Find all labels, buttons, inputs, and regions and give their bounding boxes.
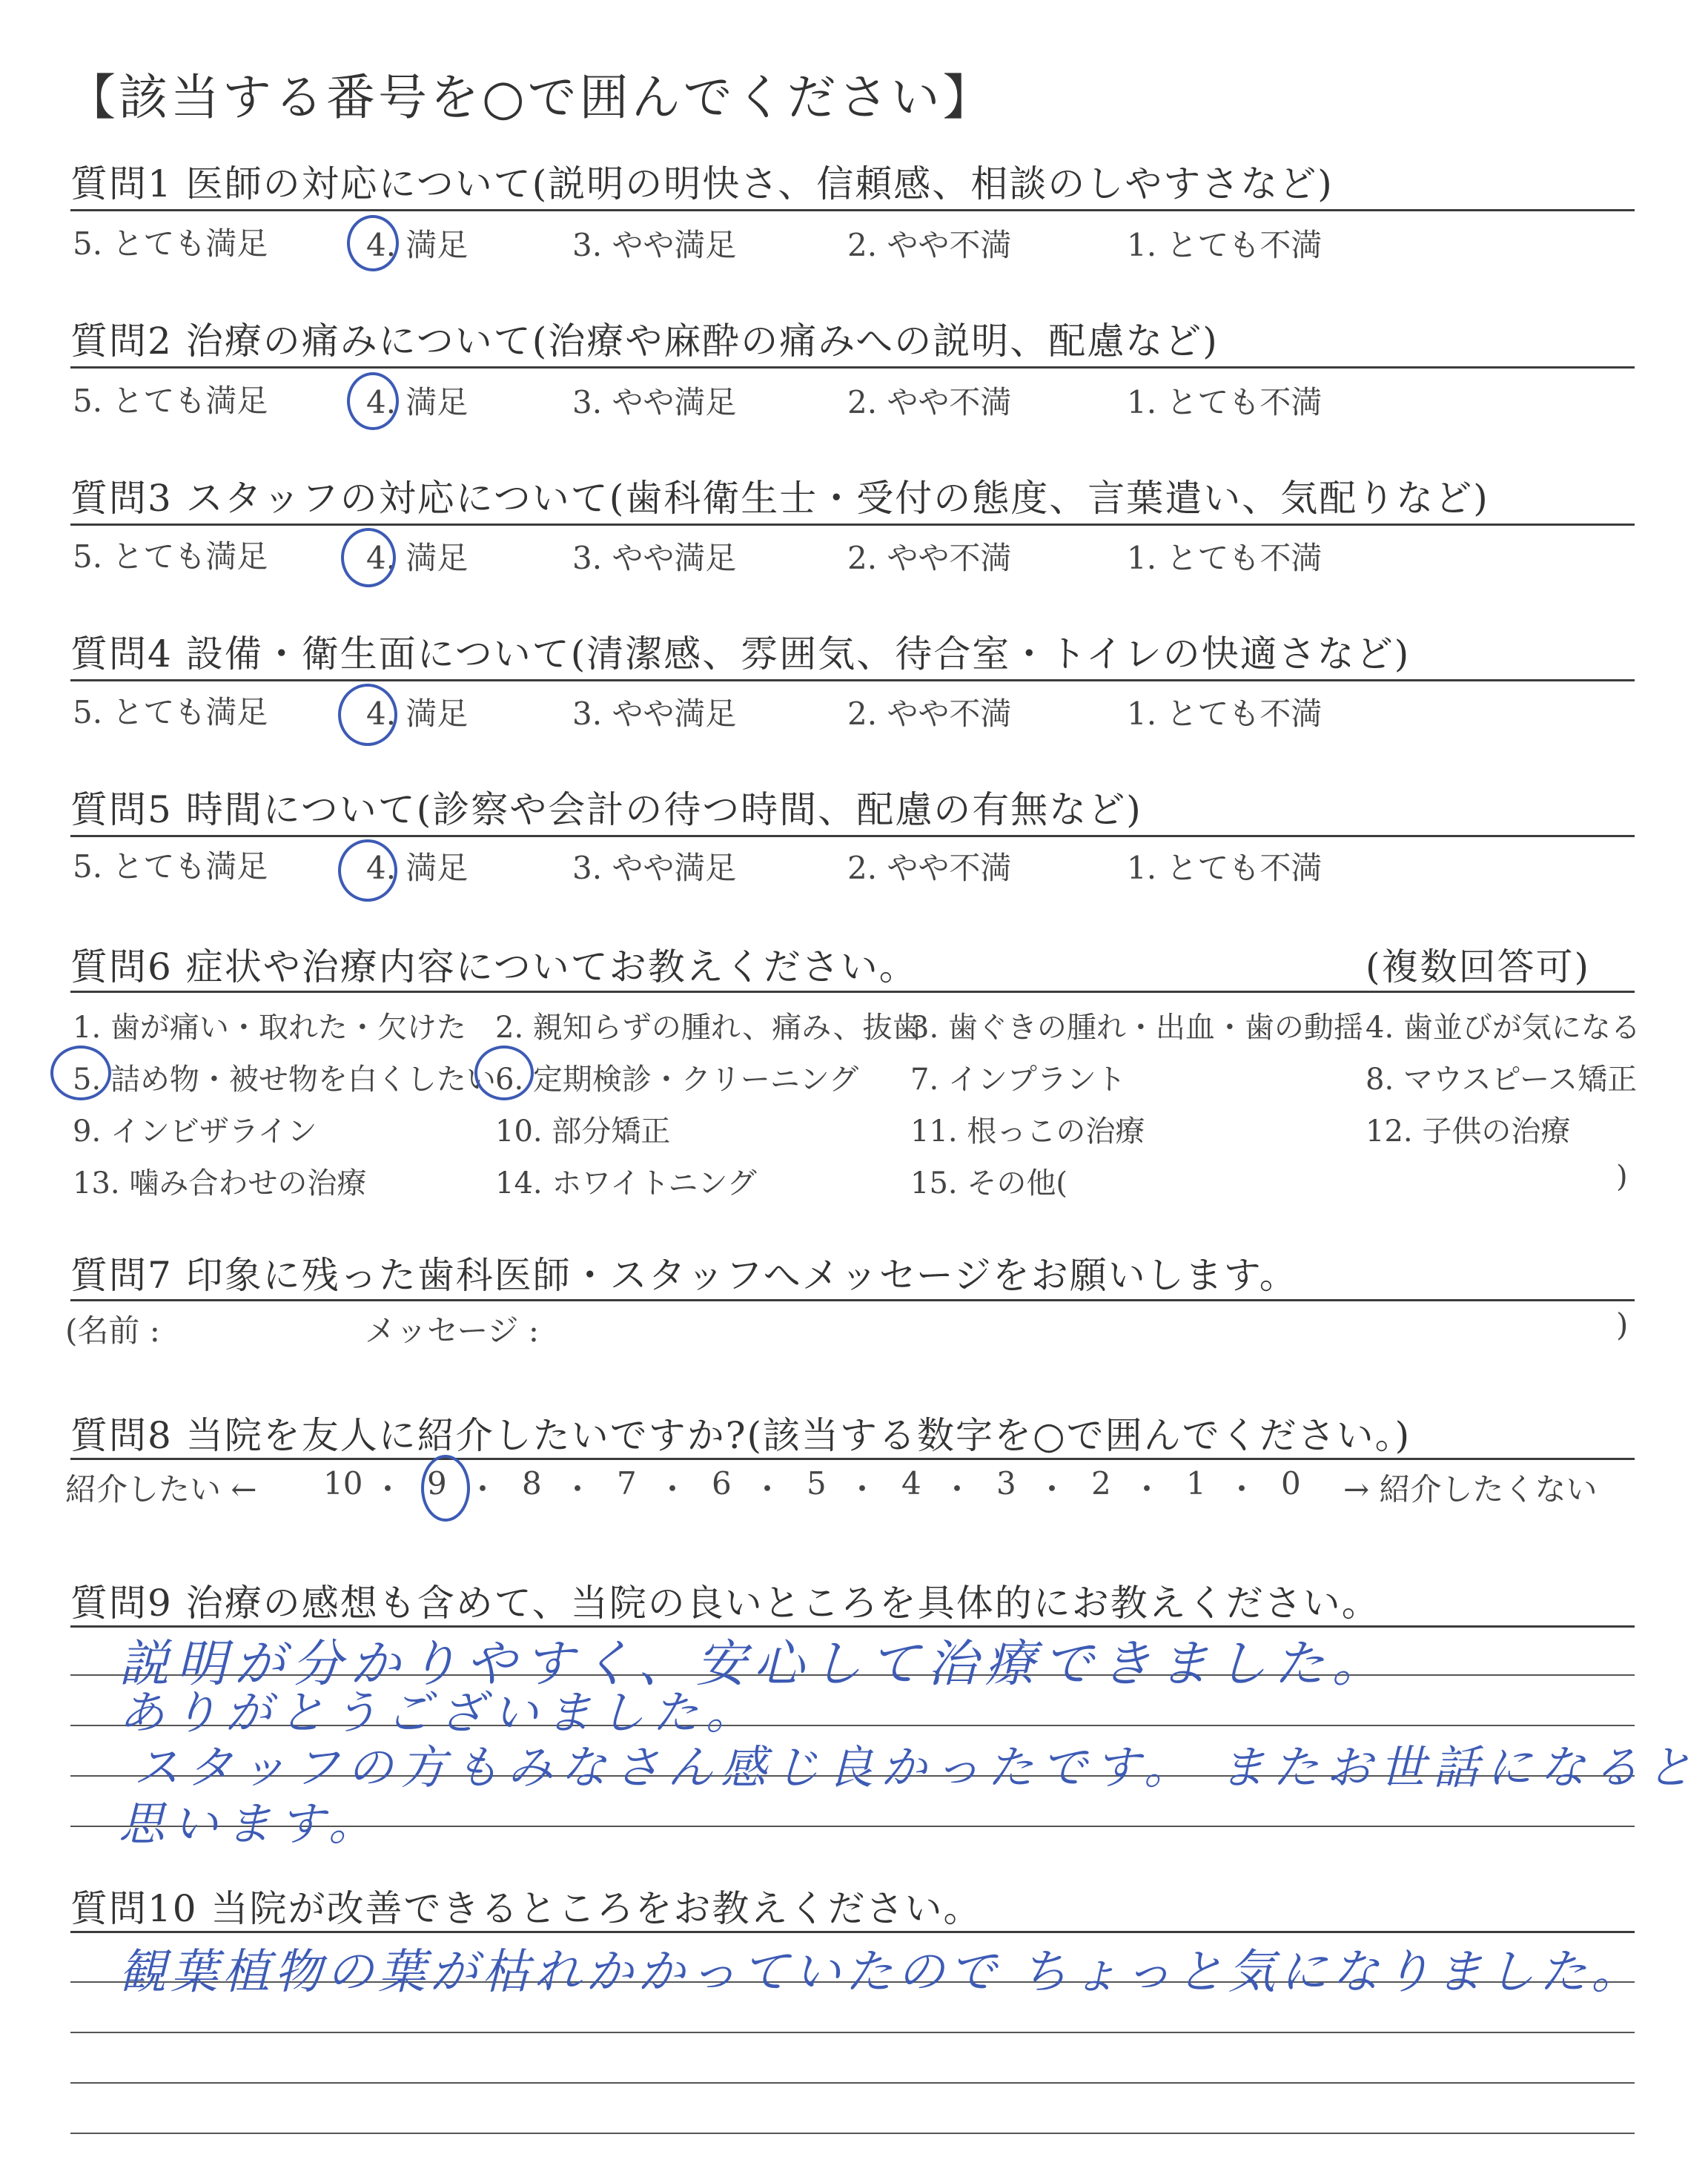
q8-number-3[interactable]: 3: [996, 1465, 1016, 1502]
q2-option-1[interactable]: 1. とても不満: [1127, 384, 1323, 420]
q1-option-4[interactable]: 4. 満足: [366, 227, 469, 263]
form-heading: 【該当する番号を○で囲んでください】: [67, 69, 995, 126]
q8-number-1[interactable]: 1: [1186, 1465, 1206, 1502]
question-5-rule: [70, 835, 1635, 837]
symptom-15[interactable]: 15. その他(: [910, 1166, 1068, 1200]
symptom-12[interactable]: 12. 子供の治療: [1366, 1114, 1571, 1149]
question-10-title: 質問10 当院が改善できるところをお教えください。: [70, 1887, 982, 1930]
symptom-14[interactable]: 14. ホワイトニング: [495, 1166, 757, 1200]
symptom-4[interactable]: 4. 歯並びが気になる: [1366, 1011, 1641, 1045]
q4-option-5[interactable]: 5. とても満足: [73, 694, 268, 730]
q7-name-label[interactable]: (名前 :: [65, 1312, 160, 1349]
q4-selected-circle: [338, 684, 397, 746]
q3-option-2[interactable]: 2. やや不満: [847, 540, 1012, 576]
question-8-rule: [70, 1458, 1635, 1460]
q9-answer-line-3[interactable]: スタッフの方もみなさん感じ良かったです。 またお世話になると: [133, 1740, 1700, 1794]
q1-option-2[interactable]: 2. やや不満: [847, 227, 1012, 263]
q2-selected-circle: [347, 372, 399, 430]
q9-answer-line-1[interactable]: 説明が分かりやすく、安心して治療できました。: [119, 1635, 1390, 1694]
q5-option-4[interactable]: 4. 満足: [366, 850, 469, 886]
q10-writing-line: [70, 2032, 1635, 2033]
q8-separator: ・: [562, 1471, 594, 1507]
q4-option-3[interactable]: 3. やや満足: [572, 696, 737, 732]
q7-message-label[interactable]: メッセージ :: [365, 1312, 539, 1349]
q4-option-2[interactable]: 2. やや不満: [847, 696, 1012, 732]
q2-option-4[interactable]: 4. 満足: [366, 384, 469, 420]
q7-close-paren: ): [1616, 1307, 1629, 1343]
q8-number-6[interactable]: 6: [712, 1465, 732, 1502]
symptom-7[interactable]: 7. インプラント: [910, 1063, 1126, 1097]
q8-number-10[interactable]: 10: [323, 1465, 363, 1502]
q8-left-label: 紹介したい ←: [65, 1471, 257, 1507]
q10-writing-line: [70, 2133, 1635, 2134]
q8-number-4[interactable]: 4: [901, 1465, 921, 1502]
symptom-9[interactable]: 9. インビザライン: [73, 1114, 317, 1149]
q3-option-1[interactable]: 1. とても不満: [1127, 540, 1323, 576]
q3-option-5[interactable]: 5. とても満足: [73, 538, 268, 575]
q8-number-2[interactable]: 2: [1091, 1465, 1111, 1502]
q8-separator: ・: [941, 1471, 973, 1507]
q8-right-label: → 紹介したくない: [1343, 1471, 1598, 1507]
q5-selected-circle: [338, 839, 397, 902]
q8-separator: ・: [1131, 1471, 1163, 1507]
q8-separator: ・: [372, 1471, 404, 1507]
q4-option-4[interactable]: 4. 満足: [366, 696, 469, 732]
q2-option-2[interactable]: 2. やや不満: [847, 384, 1012, 420]
q8-number-9[interactable]: 9: [427, 1465, 447, 1502]
question-4-rule: [70, 679, 1635, 681]
q3-option-3[interactable]: 3. やや満足: [572, 540, 737, 576]
symptom-1[interactable]: 1. 歯が痛い・取れた・欠けた: [73, 1011, 466, 1045]
q10-writing-line: [70, 2082, 1635, 2084]
symptom-6[interactable]: 6. 定期検診・クリーニング: [495, 1063, 859, 1097]
question-6-rule: [70, 991, 1635, 993]
question-2-rule: [70, 366, 1635, 369]
q1-selected-circle: [347, 215, 399, 271]
question-4-title: 質問4 設備・衛生面について(清潔感、雰囲気、待合室・トイレの快適さなど): [70, 633, 1411, 676]
symptom-10[interactable]: 10. 部分矯正: [495, 1114, 671, 1149]
question-1-rule: [70, 209, 1635, 211]
q2-option-3[interactable]: 3. やや満足: [572, 384, 737, 420]
q8-separator: ・: [1226, 1471, 1258, 1507]
question-1-title: 質問1 医師の対応について(説明の明快さ、信頼感、相談のしやすさなど): [70, 162, 1334, 205]
q8-number-5[interactable]: 5: [807, 1465, 827, 1502]
question-7-title: 質問7 印象に残った歯科医師・スタッフへメッセージをお願いします。: [70, 1254, 1298, 1297]
q6-selected-circle-6: [474, 1046, 534, 1100]
q6-selected-circle-5: [50, 1046, 111, 1100]
q8-separator: ・: [752, 1471, 784, 1507]
q8-number-7[interactable]: 7: [617, 1465, 637, 1502]
q9-answer-line-4[interactable]: 思います。: [119, 1797, 383, 1851]
q8-number-0[interactable]: 0: [1281, 1465, 1301, 1502]
question-5-title: 質問5 時間について(診察や会計の待つ時間、配慮の有無など): [70, 788, 1142, 831]
q8-separator: ・: [847, 1471, 878, 1507]
symptom-3[interactable]: 3. 歯ぐきの腫れ・出血・歯の動揺: [910, 1011, 1363, 1045]
question-2-title: 質問2 治療の痛みについて(治療や麻酔の痛みへの説明、配慮など): [70, 320, 1219, 363]
q5-option-3[interactable]: 3. やや満足: [572, 850, 737, 886]
question-9-title: 質問9 治療の感想も含めて、当院の良いところを具体的にお教えください。: [70, 1582, 1380, 1625]
q8-number-8[interactable]: 8: [522, 1465, 542, 1502]
q2-option-5[interactable]: 5. とても満足: [73, 383, 268, 419]
q1-option-5[interactable]: 5. とても満足: [73, 225, 268, 262]
q3-option-4[interactable]: 4. 満足: [366, 540, 469, 576]
q5-option-1[interactable]: 1. とても不満: [1127, 850, 1323, 886]
q5-option-5[interactable]: 5. とても満足: [73, 848, 268, 885]
question-3-title: 質問3 スタッフの対応について(歯科衛生士・受付の態度、言葉遣い、気配りなど): [70, 477, 1489, 520]
symptom-5[interactable]: 5. 詰め物・被せ物を白くしたい: [73, 1063, 496, 1097]
symptom-13[interactable]: 13. 噛み合わせの治療: [73, 1166, 367, 1200]
q10-answer-line-1[interactable]: 観葉植物の葉が枯れかかっていたので ちょっと気になりました。: [119, 1945, 1644, 2000]
q8-separator: ・: [467, 1471, 499, 1507]
q5-option-2[interactable]: 2. やや不満: [847, 850, 1012, 886]
q8-separator: ・: [657, 1471, 689, 1507]
question-10-rule: [70, 1931, 1635, 1933]
question-6-title: 質問6 症状や治療内容についてお教えください。: [70, 945, 918, 988]
question-3-rule: [70, 524, 1635, 526]
q8-separator: ・: [1036, 1471, 1068, 1507]
symptom-11[interactable]: 11. 根っこの治療: [910, 1114, 1145, 1149]
question-6-note: (複数回答可): [1366, 945, 1591, 988]
q1-option-3[interactable]: 3. やや満足: [572, 227, 737, 263]
q9-answer-line-2[interactable]: ありがとうございました。: [119, 1685, 760, 1740]
q8-selected-circle: [421, 1455, 470, 1522]
symptom-2[interactable]: 2. 親知らずの腫れ、痛み、抜歯: [495, 1011, 922, 1045]
symptom-15-close: ): [1616, 1160, 1628, 1194]
q4-option-1[interactable]: 1. とても不満: [1127, 696, 1323, 732]
question-7-rule: [70, 1299, 1635, 1301]
symptom-8[interactable]: 8. マウスピース矯正: [1366, 1063, 1638, 1097]
q3-selected-circle: [341, 528, 396, 587]
q1-option-1[interactable]: 1. とても不満: [1127, 227, 1323, 263]
question-8-title: 質問8 当院を友人に紹介したいですか?(該当する数字を○で囲んでください。): [70, 1414, 1411, 1457]
